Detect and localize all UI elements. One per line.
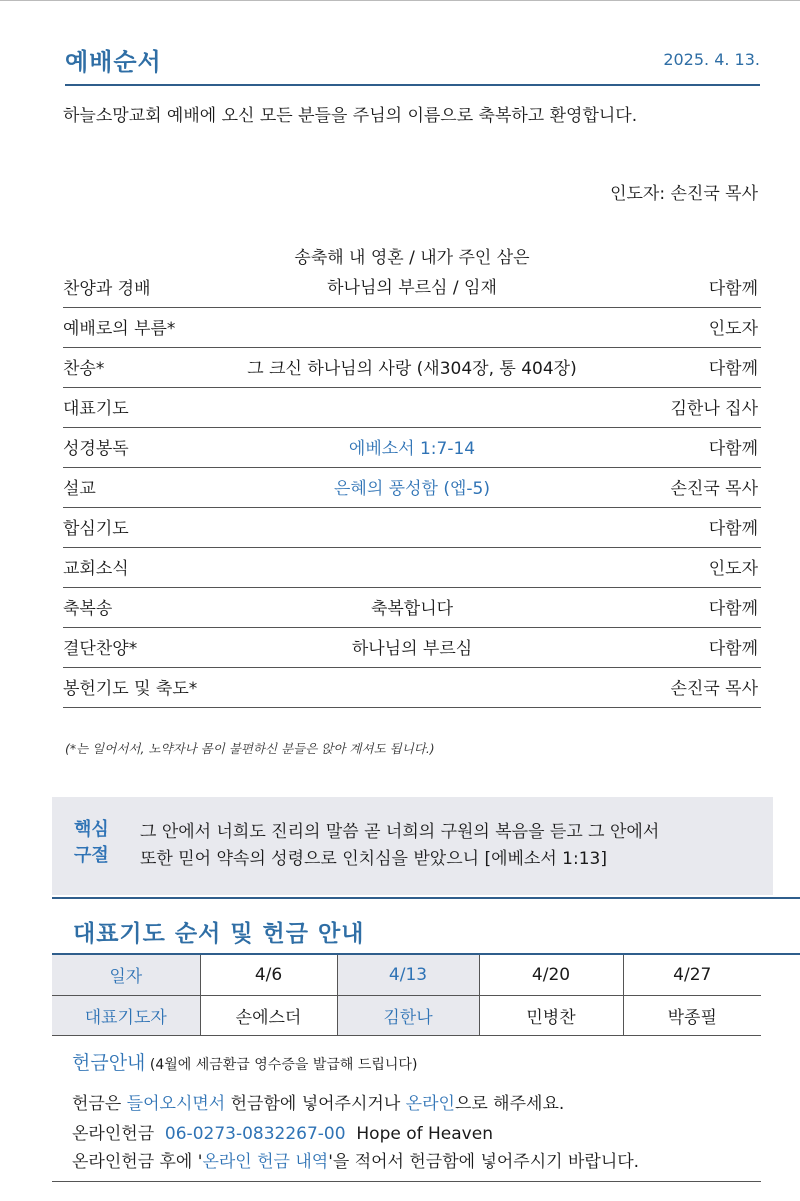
order-item-person: 인도자 bbox=[708, 559, 758, 579]
order-item-detail: 축복합니다 bbox=[370, 599, 454, 619]
order-row bbox=[63, 468, 761, 508]
order-item-person: 손진국 목사 bbox=[670, 479, 758, 499]
order-item-person: 다함께 bbox=[708, 639, 758, 659]
bank-account-number: 06-0273-0832267-00 bbox=[164, 1124, 346, 1144]
key-verse-text bbox=[140, 819, 659, 873]
text-segment: 헌금은 bbox=[72, 1094, 127, 1114]
order-item-person: 김한나 집사 bbox=[670, 399, 758, 419]
key-verse-line: 또한 믿어 약속의 성령으로 인치심을 받았으니 [에베소서 1:13] bbox=[140, 849, 607, 869]
order-item-person: 다함께 bbox=[708, 439, 758, 459]
table-cell: 박종필 bbox=[623, 995, 761, 1035]
table-cell: 4/27 bbox=[623, 955, 761, 995]
order-item-person: 다함께 bbox=[708, 279, 758, 299]
section-title: 대표기도 순서 및 헌금 안내 bbox=[73, 921, 365, 947]
order-item-detail-line: 하나님의 부르심 / 임재 bbox=[327, 278, 497, 298]
order-row bbox=[63, 348, 761, 388]
order-of-service bbox=[63, 239, 761, 708]
offering-line bbox=[72, 1147, 639, 1172]
key-verse-label bbox=[74, 817, 109, 869]
order-item-person: 다함께 bbox=[708, 359, 758, 379]
order-item-name: 예배로의 부름* bbox=[63, 319, 176, 339]
offering-heading: 헌금안내 bbox=[72, 1052, 146, 1074]
order-item-name: 성경봉독 bbox=[63, 439, 129, 459]
order-item-name: 교회소식 bbox=[63, 559, 129, 579]
text-segment: 으로 해주세요. bbox=[454, 1094, 565, 1114]
table-cell: 민병찬 bbox=[479, 995, 623, 1035]
text-highlight: 온라인 bbox=[405, 1094, 455, 1114]
text-highlight: 들어오시면서 bbox=[126, 1094, 226, 1114]
prayer-schedule-table bbox=[52, 955, 761, 1036]
text-segment: 온라인헌금 후에 ' bbox=[72, 1152, 203, 1172]
order-item-name: 찬송* bbox=[63, 359, 105, 379]
sermon-title: 은혜의 풍성함 (엡-5) bbox=[334, 479, 490, 499]
order-item-person: 다함께 bbox=[708, 599, 758, 619]
order-item-person: 손진국 목사 bbox=[670, 679, 758, 699]
order-item-name: 축복송 bbox=[63, 599, 113, 619]
key-verse-label-line: 구절 bbox=[74, 845, 109, 866]
key-verse-label-line: 핵심 bbox=[74, 819, 109, 840]
text-segment: '을 적어서 헌금함에 넣어주시기 바랍니다. bbox=[328, 1152, 640, 1172]
account-holder: Hope of Heaven bbox=[345, 1124, 493, 1144]
order-row bbox=[63, 388, 761, 428]
order-row bbox=[63, 308, 761, 348]
key-verse-line: 그 안에서 너희도 진리의 말씀 곧 너희의 구원의 복음을 듣고 그 안에서 bbox=[140, 822, 660, 842]
service-date: 2025. 4. 13. bbox=[663, 50, 760, 69]
key-verse-box bbox=[52, 797, 773, 895]
order-item-name: 봉헌기도 및 축도* bbox=[63, 679, 198, 699]
order-item-name: 설교 bbox=[63, 479, 96, 499]
order-row bbox=[63, 668, 761, 708]
order-item-detail: 하나님의 부르심 bbox=[351, 639, 473, 659]
order-item-person: 다함께 bbox=[708, 519, 758, 539]
order-row bbox=[63, 508, 761, 548]
welcome-message: 하늘소망교회 예배에 오신 모든 분들을 주님의 이름으로 축복하고 환영합니다. bbox=[63, 106, 638, 126]
order-row bbox=[63, 588, 761, 628]
table-cell: 4/20 bbox=[479, 955, 623, 995]
table-cell-current: 4/13 bbox=[337, 955, 479, 995]
order-row bbox=[63, 239, 761, 308]
table-cell-current: 김한나 bbox=[337, 995, 479, 1035]
offering-subtitle: (4월에 세금환급 영수증을 발급해 드립니다) bbox=[145, 1057, 418, 1073]
text-highlight: 온라인 헌금 내역 bbox=[202, 1152, 329, 1172]
offering-info bbox=[52, 1037, 761, 1182]
offering-line bbox=[72, 1089, 564, 1114]
order-item-detail-line: 송축해 내 영혼 / 내가 주인 삼은 bbox=[294, 248, 530, 268]
top-divider bbox=[0, 0, 800, 1]
table-cell: 4/6 bbox=[200, 955, 337, 995]
scripture-reading: 에베소서 1:7-14 bbox=[348, 439, 476, 459]
order-row bbox=[63, 628, 761, 668]
prayer-offering-header bbox=[52, 897, 800, 955]
offering-line bbox=[72, 1119, 493, 1144]
table-row bbox=[52, 955, 761, 995]
order-row bbox=[63, 548, 761, 588]
offering-title bbox=[72, 1048, 417, 1075]
table-header-date: 일자 bbox=[52, 955, 200, 995]
text-segment: 온라인헌금 bbox=[72, 1124, 165, 1144]
page-title: 예배순서 bbox=[65, 48, 162, 76]
order-item-name: 결단찬양* bbox=[63, 639, 138, 659]
order-item-name: 합심기도 bbox=[63, 519, 129, 539]
order-item-detail bbox=[183, 243, 641, 303]
table-cell: 손에스더 bbox=[200, 995, 337, 1035]
order-item-detail: 그 크신 하나님의 사랑 (새304장, 통 404장) bbox=[247, 359, 577, 379]
standing-note: (*는 일어서서, 노약자나 몸이 불편하신 분들은 앉아 계셔도 됩니다.) bbox=[65, 741, 435, 756]
order-header bbox=[65, 40, 760, 86]
table-row bbox=[52, 995, 761, 1035]
service-leader: 인도자: 손진국 목사 bbox=[610, 184, 758, 204]
order-row bbox=[63, 428, 761, 468]
order-item-person: 인도자 bbox=[708, 319, 758, 339]
order-item-name: 대표기도 bbox=[63, 399, 129, 419]
text-segment: 헌금함에 넣어주시거나 bbox=[225, 1094, 406, 1114]
order-item-name: 찬양과 경배 bbox=[63, 279, 151, 299]
table-header-prayer-leader: 대표기도자 bbox=[52, 995, 200, 1035]
